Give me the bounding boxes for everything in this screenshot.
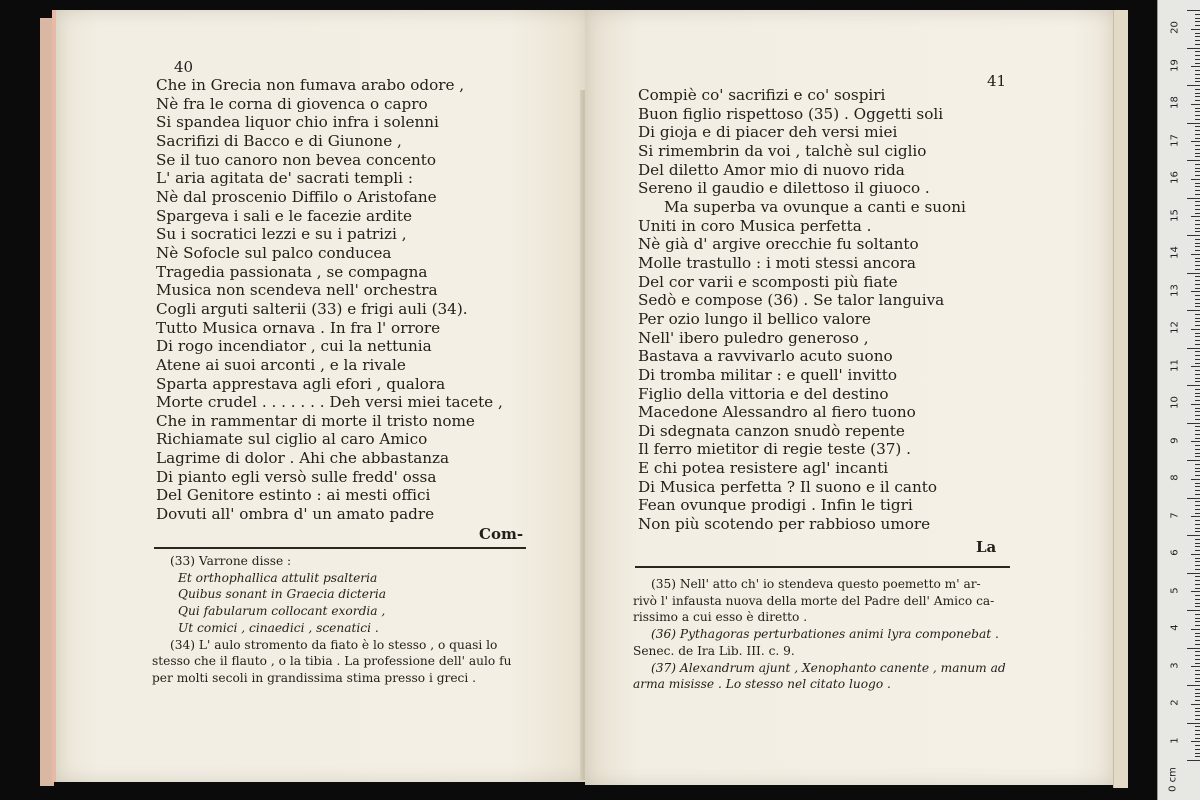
ruler-tick bbox=[1195, 115, 1200, 116]
ruler-number: 15 bbox=[1169, 208, 1181, 222]
ruler-tick bbox=[1195, 96, 1200, 97]
page-number: 40 bbox=[174, 58, 194, 76]
page-number: 41 bbox=[987, 72, 1007, 90]
ruler-tick bbox=[1195, 78, 1200, 79]
verse-line: Nè Sofocle sul palco conducea bbox=[156, 243, 392, 262]
ruler-tick bbox=[1195, 171, 1200, 172]
ruler-number: 5 bbox=[1169, 586, 1181, 594]
ruler-tick bbox=[1195, 108, 1200, 109]
ruler-tick bbox=[1195, 119, 1200, 120]
ruler-tick bbox=[1195, 134, 1200, 135]
ruler-tick bbox=[1195, 640, 1200, 641]
ruler-tick bbox=[1195, 464, 1200, 465]
ruler-number: 11 bbox=[1169, 358, 1181, 372]
ruler-tick bbox=[1195, 336, 1200, 337]
ruler-tick bbox=[1195, 269, 1200, 270]
ruler-tick bbox=[1195, 426, 1200, 427]
ruler-tick bbox=[1195, 569, 1200, 570]
ruler-tick bbox=[1187, 423, 1200, 424]
ruler-tick bbox=[1195, 261, 1200, 262]
ruler-tick bbox=[1195, 674, 1200, 675]
ruler-tick bbox=[1195, 708, 1200, 709]
ruler-tick bbox=[1195, 340, 1200, 341]
ruler-tick bbox=[1195, 325, 1200, 326]
ruler-tick bbox=[1195, 378, 1200, 379]
footnote-quote-line: Qui fabularum collocant exordia , bbox=[178, 604, 386, 619]
ruler-tick bbox=[1195, 644, 1200, 645]
ruler-tick bbox=[1195, 693, 1200, 694]
ruler-number: 9 bbox=[1169, 436, 1181, 444]
ruler-tick bbox=[1187, 273, 1200, 274]
ruler-tick bbox=[1195, 40, 1200, 41]
ruler-tick bbox=[1195, 194, 1200, 195]
ruler-tick bbox=[1191, 666, 1200, 667]
ruler-tick bbox=[1195, 243, 1200, 244]
verse-line: Macedone Alessandro al fiero tuono bbox=[638, 403, 916, 422]
verse-line: Cogli arguti salterii (33) e frigi auli (34). bbox=[156, 299, 468, 318]
verse-line: Sedò e compose (36) . Se talor languiva bbox=[638, 291, 945, 310]
ruler-tick bbox=[1195, 299, 1200, 300]
ruler-number: 20 bbox=[1169, 21, 1181, 34]
verse-line: Compiè co' sacrifizi e co' sospiri bbox=[638, 86, 886, 104]
verse-line: Di rogo incendiator , cui la nettunia bbox=[156, 337, 432, 356]
ruler-tick bbox=[1195, 153, 1200, 154]
ruler-tick bbox=[1195, 63, 1200, 64]
verse-line: Nè dal proscenio Diffilo o Aristofane bbox=[156, 187, 437, 206]
verse-line: Buon figlio rispettoso (35) . Oggetti soli bbox=[638, 104, 944, 123]
footnote-37-line: arma misisse . Lo stesso nel citato luogo . bbox=[633, 677, 891, 692]
ruler-tick bbox=[1195, 561, 1200, 562]
ruler-tick bbox=[1195, 486, 1200, 487]
ruler-tick bbox=[1195, 753, 1200, 754]
ruler-tick bbox=[1195, 389, 1200, 390]
verse-line: Di Musica perfetta ? Il suono e il canto bbox=[638, 477, 937, 496]
ruler-tick bbox=[1195, 599, 1200, 600]
ruler-tick bbox=[1195, 333, 1200, 334]
ruler-tick bbox=[1195, 314, 1200, 315]
ruler-tick bbox=[1195, 719, 1200, 720]
ruler-tick bbox=[1195, 246, 1200, 247]
ruler-tick bbox=[1195, 111, 1200, 112]
ruler-tick bbox=[1195, 618, 1200, 619]
ruler-tick bbox=[1195, 445, 1200, 446]
ruler-tick bbox=[1195, 44, 1200, 45]
ruler-tick bbox=[1195, 550, 1200, 551]
ruler-tick bbox=[1195, 509, 1200, 510]
verse-line: Di sdegnata canzon snudò repente bbox=[638, 421, 905, 440]
ruler-tick bbox=[1195, 745, 1200, 746]
ruler-tick bbox=[1195, 258, 1200, 259]
verse-line: Per ozio lungo il bellico valore bbox=[638, 309, 871, 328]
verse-line: Il ferro mietitor di regie teste (37) . bbox=[638, 440, 912, 459]
ruler-tick bbox=[1195, 419, 1200, 420]
ruler-tick bbox=[1195, 205, 1200, 206]
footnote-33: (33) Varrone disse : bbox=[170, 554, 292, 568]
ruler-tick bbox=[1195, 411, 1200, 412]
ruler-tick bbox=[1195, 520, 1200, 521]
ruler-number: 10 bbox=[1169, 396, 1181, 409]
ruler-tick bbox=[1195, 149, 1200, 150]
verse-line: Bastava a ravvivarlo acuto suono bbox=[638, 347, 893, 366]
ruler-tick bbox=[1195, 126, 1200, 127]
ruler-tick bbox=[1195, 318, 1200, 319]
ruler-tick bbox=[1195, 303, 1200, 304]
ruler-tick bbox=[1187, 460, 1200, 461]
ruler-tick bbox=[1195, 558, 1200, 559]
ruler-tick bbox=[1195, 396, 1200, 397]
ruler-tick bbox=[1195, 55, 1200, 56]
ruler-tick bbox=[1195, 430, 1200, 431]
ruler-tick bbox=[1195, 625, 1200, 626]
ruler-tick bbox=[1195, 603, 1200, 604]
ruler-tick bbox=[1195, 81, 1200, 82]
ruler-tick bbox=[1191, 404, 1200, 405]
ruler-tick bbox=[1191, 216, 1200, 217]
ruler-tick bbox=[1191, 179, 1200, 180]
ruler-tick bbox=[1191, 704, 1200, 705]
ruler-tick bbox=[1187, 573, 1200, 574]
ruler-tick bbox=[1195, 633, 1200, 634]
ruler-tick bbox=[1195, 730, 1200, 731]
ruler-tick bbox=[1195, 453, 1200, 454]
ruler-tick bbox=[1195, 351, 1200, 352]
ruler-tick bbox=[1195, 239, 1200, 240]
ruler-tick bbox=[1195, 528, 1200, 529]
ruler-tick bbox=[1195, 25, 1200, 26]
ruler-unit-label: 0 cm bbox=[1167, 767, 1179, 792]
footnote-quote-line: Et orthophallica attulit psalteria bbox=[178, 570, 378, 585]
ruler-tick bbox=[1187, 723, 1200, 724]
ruler-tick bbox=[1195, 681, 1200, 682]
verse-line: Che in Grecia non fumava arabo odore , bbox=[156, 76, 465, 94]
right-book-edge bbox=[1113, 10, 1128, 788]
ruler-tick bbox=[1187, 10, 1200, 11]
ruler-number: 18 bbox=[1169, 96, 1181, 109]
verse-line: Sacrifizi di Bacco e di Giunone , bbox=[156, 131, 402, 150]
ruler-tick bbox=[1187, 385, 1200, 386]
ruler-tick bbox=[1187, 85, 1200, 86]
footnote-36-line: (36) Pythagoras perturbationes animi lyra componebat . bbox=[651, 627, 999, 642]
ruler-number: 13 bbox=[1169, 283, 1181, 297]
ruler-tick bbox=[1195, 659, 1200, 660]
verse-line: Si spandea liquor chio infra i solenni bbox=[156, 113, 439, 132]
ruler-tick bbox=[1195, 490, 1200, 491]
ruler-tick bbox=[1195, 539, 1200, 540]
verse-line: Figlio della vittoria e del destino bbox=[638, 384, 889, 403]
footnote-quote-line: Quibus sonant in Graecia dicteria bbox=[178, 587, 386, 602]
ruler-tick bbox=[1195, 663, 1200, 664]
verse-line: Su i socratici lezzi e su i patrizi , bbox=[156, 225, 407, 244]
ruler-tick bbox=[1195, 524, 1200, 525]
verse-line: Sparta apprestava agli efori , qualora bbox=[156, 374, 446, 393]
ruler-number: 17 bbox=[1169, 133, 1181, 147]
ruler-tick bbox=[1195, 584, 1200, 585]
footnote-37-line: (37) Alexandrum ajunt , Xenophanto canente , manum ad bbox=[651, 660, 1006, 675]
ruler-number: 19 bbox=[1169, 58, 1181, 72]
ruler-tick bbox=[1191, 29, 1200, 30]
ruler-tick bbox=[1195, 89, 1200, 90]
ruler-tick bbox=[1195, 670, 1200, 671]
footnote-34-line: per molti secoli in grandissima stima presso i greci . bbox=[152, 670, 477, 685]
verse-line: Di gioja e di piacer deh versi miei bbox=[638, 123, 898, 142]
ruler-tick bbox=[1191, 329, 1200, 330]
ruler-tick bbox=[1195, 164, 1200, 165]
verse-line: Lagrime di dolor . Ahi che abbastanza bbox=[156, 449, 450, 468]
ruler-tick bbox=[1195, 70, 1200, 71]
ruler-tick bbox=[1195, 434, 1200, 435]
ruler-tick bbox=[1195, 130, 1200, 131]
ruler-tick bbox=[1195, 250, 1200, 251]
ruler-tick bbox=[1195, 565, 1200, 566]
ruler-tick bbox=[1187, 685, 1200, 686]
footnote-quote-line: Ut comici , cinaedici , scenatici . bbox=[178, 620, 379, 635]
ruler-tick bbox=[1187, 610, 1200, 611]
verse-line: Di pianto egli versò sulle fredd' ossa bbox=[156, 467, 437, 486]
ruler-tick bbox=[1195, 501, 1200, 502]
ruler-tick bbox=[1195, 531, 1200, 532]
ruler-number: 12 bbox=[1169, 321, 1181, 334]
footnote-35-line: rissimo a cui esso è diretto . bbox=[633, 610, 808, 625]
ruler-tick bbox=[1191, 741, 1200, 742]
ruler-tick bbox=[1195, 284, 1200, 285]
ruler-tick bbox=[1195, 18, 1200, 19]
verse-line: Del cor varii e scomposti più fiate bbox=[638, 272, 898, 291]
ruler-tick bbox=[1195, 513, 1200, 514]
ruler-tick bbox=[1195, 595, 1200, 596]
ruler-tick bbox=[1195, 621, 1200, 622]
ruler-tick bbox=[1195, 576, 1200, 577]
ruler-tick bbox=[1195, 475, 1200, 476]
ruler-number: 4 bbox=[1169, 624, 1181, 631]
ruler-tick bbox=[1195, 738, 1200, 739]
footnote-rule bbox=[635, 566, 1010, 568]
ruler-tick bbox=[1195, 614, 1200, 615]
ruler-tick bbox=[1195, 74, 1200, 75]
ruler-tick bbox=[1195, 588, 1200, 589]
ruler-tick bbox=[1191, 479, 1200, 480]
verse-line: L' aria agitata de' sacrati templi : bbox=[156, 169, 413, 188]
catchword: Com- bbox=[479, 525, 524, 543]
ruler-tick bbox=[1187, 348, 1200, 349]
footnote-35-line: rivò l' infausta nuova della morte del Padre dell' Amico ca- bbox=[633, 593, 995, 608]
verse-list bbox=[156, 76, 503, 524]
footnote-34-line: (34) L' aulo stromento da fiato è lo stesso , o quasi lo bbox=[170, 637, 498, 652]
ruler-tick bbox=[1195, 655, 1200, 656]
ruler-tick bbox=[1195, 228, 1200, 229]
ruler-tick bbox=[1195, 220, 1200, 221]
ruler-tick bbox=[1187, 160, 1200, 161]
ruler-tick bbox=[1195, 209, 1200, 210]
ruler-tick bbox=[1195, 505, 1200, 506]
verse-line: Musica non scendeva nell' orchestra bbox=[156, 281, 438, 300]
ruler-tick bbox=[1195, 288, 1200, 289]
ruler-tick bbox=[1195, 21, 1200, 22]
ruler-tick bbox=[1195, 190, 1200, 191]
verse-line: Se il tuo canoro non bevea concento bbox=[156, 150, 436, 169]
ruler-tick bbox=[1195, 606, 1200, 607]
ruler-tick bbox=[1195, 415, 1200, 416]
verse-line: Tragedia passionata , se compagna bbox=[156, 262, 428, 281]
ruler-tick bbox=[1195, 145, 1200, 146]
ruler-tick bbox=[1195, 363, 1200, 364]
measuring-ruler bbox=[1157, 0, 1200, 800]
ruler-tick bbox=[1191, 104, 1200, 105]
ruler-tick bbox=[1187, 760, 1200, 761]
footnote-34-line: stesso che il flauto , o la tibia . La professione dell' aulo fu bbox=[152, 654, 512, 669]
ruler-tick bbox=[1195, 36, 1200, 37]
ruler-tick bbox=[1195, 100, 1200, 101]
ruler-tick bbox=[1195, 51, 1200, 52]
ruler-tick bbox=[1195, 321, 1200, 322]
verse-line: Del Genitore estinto : ai mesti offici bbox=[156, 486, 431, 505]
ruler-tick bbox=[1195, 33, 1200, 34]
ruler-tick bbox=[1191, 254, 1200, 255]
verse-line: Spargeva i sali e le facezie ardite bbox=[156, 206, 413, 225]
verse-line: Atene ai suoi arconti , e la rivale bbox=[156, 355, 406, 374]
ruler-tick bbox=[1191, 554, 1200, 555]
ruler-tick bbox=[1195, 224, 1200, 225]
ruler-tick bbox=[1195, 734, 1200, 735]
ruler-tick bbox=[1195, 696, 1200, 697]
ruler-tick bbox=[1187, 48, 1200, 49]
ruler-tick bbox=[1195, 359, 1200, 360]
ruler-tick bbox=[1187, 535, 1200, 536]
ruler-tick bbox=[1191, 516, 1200, 517]
ruler-tick bbox=[1195, 468, 1200, 469]
verse-line: E chi potea resistere agl' incanti bbox=[638, 459, 889, 478]
ruler-tick bbox=[1195, 408, 1200, 409]
ruler-tick bbox=[1195, 231, 1200, 232]
footnotes bbox=[633, 576, 1006, 693]
ruler-tick bbox=[1191, 291, 1200, 292]
verse-line: Nè fra le corna di giovenca o capro bbox=[156, 94, 428, 113]
verse-line: Ma superba va ovunque a canti e suoni bbox=[664, 197, 966, 216]
verse-line: Morte crudel . . . . . . . Deh versi miei tacete , bbox=[156, 393, 503, 412]
ruler-tick bbox=[1195, 280, 1200, 281]
ruler-tick bbox=[1195, 201, 1200, 202]
ruler-tick bbox=[1187, 310, 1200, 311]
ruler-tick bbox=[1195, 213, 1200, 214]
ruler-tick bbox=[1195, 344, 1200, 345]
verse-line: Uniti in coro Musica perfetta . bbox=[638, 216, 872, 235]
verse-line: Nè già d' argive orecchie fu soltanto bbox=[638, 235, 919, 254]
verse-line: Si rimembrin da voi , talchè sul ciglio bbox=[638, 141, 927, 160]
verse-line: Fean ovunque prodigi . Infin le tigri bbox=[638, 496, 913, 515]
ruler-number: 6 bbox=[1169, 549, 1181, 556]
ruler-tick bbox=[1191, 141, 1200, 142]
ruler-tick bbox=[1187, 235, 1200, 236]
ruler-tick bbox=[1187, 648, 1200, 649]
ruler-tick bbox=[1191, 629, 1200, 630]
ruler-tick bbox=[1195, 471, 1200, 472]
ruler-tick bbox=[1195, 186, 1200, 187]
ruler-tick bbox=[1195, 168, 1200, 169]
footnote-35-line: (35) Nell' atto ch' io stendeva questo poemetto m' ar- bbox=[651, 577, 981, 591]
ruler-tick bbox=[1195, 756, 1200, 757]
ruler-tick bbox=[1195, 295, 1200, 296]
ruler-tick bbox=[1195, 183, 1200, 184]
ruler-tick bbox=[1195, 355, 1200, 356]
ruler-number: 7 bbox=[1169, 511, 1181, 519]
ruler-tick bbox=[1195, 276, 1200, 277]
ruler-tick bbox=[1191, 591, 1200, 592]
ruler-tick bbox=[1195, 59, 1200, 60]
ruler-tick bbox=[1195, 14, 1200, 15]
verse-line: Nell' ibero puledro generoso , bbox=[638, 328, 869, 347]
verse-line: Non più scotendo per rabbioso umore bbox=[638, 515, 931, 534]
ruler-tick bbox=[1195, 700, 1200, 701]
verse-line: Dovuti all' ombra d' un amato padre bbox=[156, 505, 435, 524]
ruler-number: 8 bbox=[1169, 474, 1181, 481]
ruler-tick bbox=[1195, 689, 1200, 690]
ruler-tick bbox=[1191, 66, 1200, 67]
ruler-tick bbox=[1195, 749, 1200, 750]
ruler-tick bbox=[1195, 456, 1200, 457]
verse-line: Sereno il gaudio e dilettoso il giuoco . bbox=[638, 179, 930, 198]
ruler-tick bbox=[1195, 393, 1200, 394]
left-page bbox=[52, 10, 589, 782]
ruler-tick bbox=[1195, 156, 1200, 157]
verse-line: Che in rammentar di morte il tristo nome bbox=[156, 411, 475, 430]
ruler-tick bbox=[1187, 498, 1200, 499]
ruler-tick bbox=[1195, 711, 1200, 712]
right-page bbox=[585, 10, 1115, 785]
ruler-tick bbox=[1191, 366, 1200, 367]
verse-list bbox=[638, 86, 966, 534]
ruler-tick bbox=[1195, 546, 1200, 547]
ruler-tick bbox=[1187, 123, 1200, 124]
ruler-tick bbox=[1195, 449, 1200, 450]
ruler-number: 1 bbox=[1169, 736, 1181, 744]
ruler-tick bbox=[1195, 400, 1200, 401]
ruler-tick bbox=[1195, 175, 1200, 176]
ruler-tick bbox=[1195, 483, 1200, 484]
ruler-tick bbox=[1195, 678, 1200, 679]
ruler-tick bbox=[1195, 93, 1200, 94]
verse-line: Del diletto Amor mio di nuovo rida bbox=[638, 160, 905, 179]
verse-line: Richiamate sul ciglio al caro Amico bbox=[156, 430, 428, 449]
ruler-tick bbox=[1195, 370, 1200, 371]
ruler-tick bbox=[1195, 494, 1200, 495]
ruler-tick bbox=[1195, 138, 1200, 139]
verse-line: Di tromba militar : e quell' invitto bbox=[638, 365, 897, 384]
ruler-tick bbox=[1195, 265, 1200, 266]
ruler-number: 2 bbox=[1169, 699, 1181, 706]
ruler-number: 14 bbox=[1169, 246, 1181, 259]
footnote-rule bbox=[154, 547, 526, 549]
ruler-tick bbox=[1195, 306, 1200, 307]
ruler-tick bbox=[1195, 374, 1200, 375]
ruler-tick bbox=[1187, 198, 1200, 199]
ruler-tick bbox=[1195, 438, 1200, 439]
ruler-tick bbox=[1195, 651, 1200, 652]
ruler-tick bbox=[1195, 726, 1200, 727]
catchword: La bbox=[976, 538, 997, 556]
ruler-tick bbox=[1195, 543, 1200, 544]
verse-line: Molle trastullo : i moti stessi ancora bbox=[638, 253, 916, 272]
verse-line: Tutto Musica ornava . In fra l' orrore bbox=[156, 318, 441, 337]
ruler-tick bbox=[1195, 636, 1200, 637]
ruler-number: 16 bbox=[1169, 171, 1181, 184]
ruler-tick bbox=[1195, 580, 1200, 581]
ruler-tick bbox=[1195, 381, 1200, 382]
footnote-36-line: Senec. de Ira Lib. III. c. 9. bbox=[633, 643, 795, 658]
footnotes bbox=[152, 553, 511, 687]
ruler-tick bbox=[1195, 715, 1200, 716]
ruler-tick bbox=[1191, 441, 1200, 442]
ruler-number: 3 bbox=[1169, 661, 1181, 669]
